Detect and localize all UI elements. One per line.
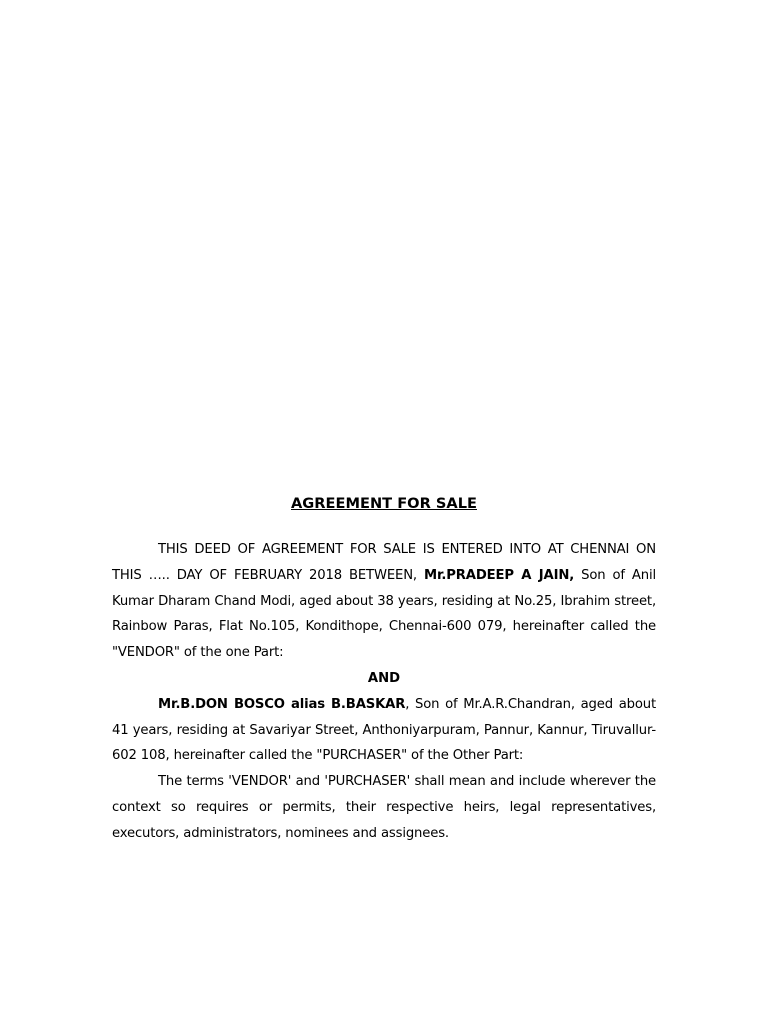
document-title: AGREEMENT FOR SALE — [291, 495, 477, 512]
vendor-name: Mr.PRADEEP A JAIN, — [423, 567, 575, 583]
purchaser-details-text: , Son of Mr.A.R.Chandran, aged about 41 years, residing at Savariyar Street, Anthoniyarpuram, Pannur, Kannur, Tiruvallur-602 108, hereinafter called the "PURCHASER" of the Other Part: — [112, 696, 656, 764]
document-body — [112, 492, 656, 847]
and-separator: AND — [367, 670, 401, 686]
paragraph-lead-text: THIS DEED OF AGREEMENT FOR SALE IS ENTERED INTO AT CHENNAI ON THIS ….. DAY OF FEBRUARY 2018 BETWEEN, — [112, 542, 656, 583]
purchaser-paragraph — [112, 692, 656, 769]
purchaser-name: Mr.B.DON BOSCO alias B.BASKAR — [158, 696, 406, 712]
terms-paragraph: The terms 'VENDOR' and 'PURCHASER' shall mean and include wherever the context so requires or permits, their respective heirs, legal representatives, executors, administrators, nominees and assignees. — [112, 774, 656, 841]
vendor-details-text: Son of Anil Kumar Dharam Chand Modi, aged about 38 years, residing at No.25, Ibrahim street, Rainbow Paras, Flat No.105, Kondithope, Chennai-600 079, hereinafter called the "VENDOR" of the one Part: — [112, 567, 656, 661]
vendor-paragraph — [112, 537, 656, 666]
